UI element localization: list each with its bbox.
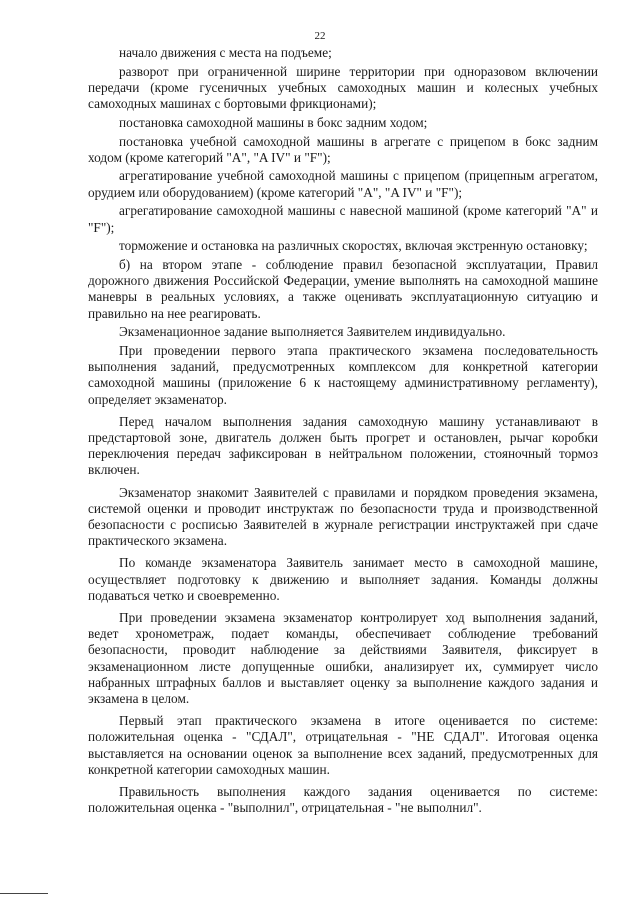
paragraph: При проведении первого этапа практического экзамена последовательность выполнения заданий, предусмотренных комплексом для конкретной категории самоходной машины (приложение 6 к настоящему административному регламенту), определяет экзаменатор. xyxy=(88,342,598,407)
list-item: начало движения с места на подъеме; xyxy=(119,45,332,60)
list-item: постановка самоходной машины в бокс задним ходом; xyxy=(119,114,428,130)
paragraph: Экзаменационное задание выполняется Заявителем индивидуально. xyxy=(119,324,506,340)
footer-divider xyxy=(0,893,48,894)
list-item: торможение и остановка на различных скоростях, включая экстренную остановку; xyxy=(119,238,588,254)
list-item: агрегатирование учебной самоходной машины с прицепом (прицепным агрегатом, орудием или оборудованием) (кроме категорий "A", "A IV" и "F"); xyxy=(88,168,598,200)
paragraph: б) на втором этапе - соблюдение правил безопасной эксплуатации, Правил дорожного движения Российской Федерации, умение выполнять на самоходной машине маневры в реальных условиях, а также оценивать эксплуатационную ситуацию и правильно на нее реагировать. xyxy=(88,256,598,321)
paragraph: Перед началом выполнения задания самоходную машину устанавливают в предстартовой зоне, двигатель должен быть прогрет и остановлен, рычаг коробки переключения передач зафиксирован в нейтральном положении, стояночный тормоз включен. xyxy=(88,413,598,478)
list-item: разворот при ограниченной ширине территории при одноразовом включении передачи (кроме гусеничных учебных самоходных машин и колесных учебных самоходных машинах с бортовыми фрикционами); xyxy=(88,63,598,112)
paragraph: Правильность выполнения каждого задания оценивается по системе: положительная оценка - "выполнил", отрицательная - "не выполнил". xyxy=(88,784,598,816)
list-item: постановка учебной самоходной машины в агрегате с прицепом в бокс задним ходом (кроме категорий "A", "A IV" и "F"); xyxy=(88,133,598,165)
paragraph: При проведении экзамена экзаменатор контролирует ход выполнения заданий, ведет хронометраж, подает команды, обеспечивает соблюдение требований безопасности, проводит наблюдение за действиями Заявителя, фиксирует в экзаменационном листе допущенные ошибки, анализирует их, суммирует число набранных штрафных баллов и выставляет оценку за выполнение каждого задания и экзамена в целом. xyxy=(88,610,598,707)
paragraph: Первый этап практического экзамена в итоге оценивается по системе: положительная оценка - "СДАЛ", отрицательная - "НЕ СДАЛ". Итоговая оценка выставляется на основании оценок за выполнение всех заданий, предусмотренных для конкретной категории самоходных машин. xyxy=(88,713,598,777)
document-body xyxy=(88,45,598,819)
list-item: агрегатирование самоходной машины с навесной машиной (кроме категорий "A" и "F"); xyxy=(88,203,598,235)
paragraph: По команде экзаменатора Заявитель занимает место в самоходной машине, осуществляет подготовку к движению и выполняет задания. Команды должны подаваться четко и своевременно. xyxy=(88,555,598,603)
paragraph: Экзаменатор знакомит Заявителей с правилами и порядком проведения экзамена, системой оценки и проводит инструктаж по безопасности труда и производственной безопасности с росписью Заявителей в журнале регистрации инструктажей при сдаче практического экзамена. xyxy=(88,484,598,549)
page-number: 22 xyxy=(314,30,326,42)
